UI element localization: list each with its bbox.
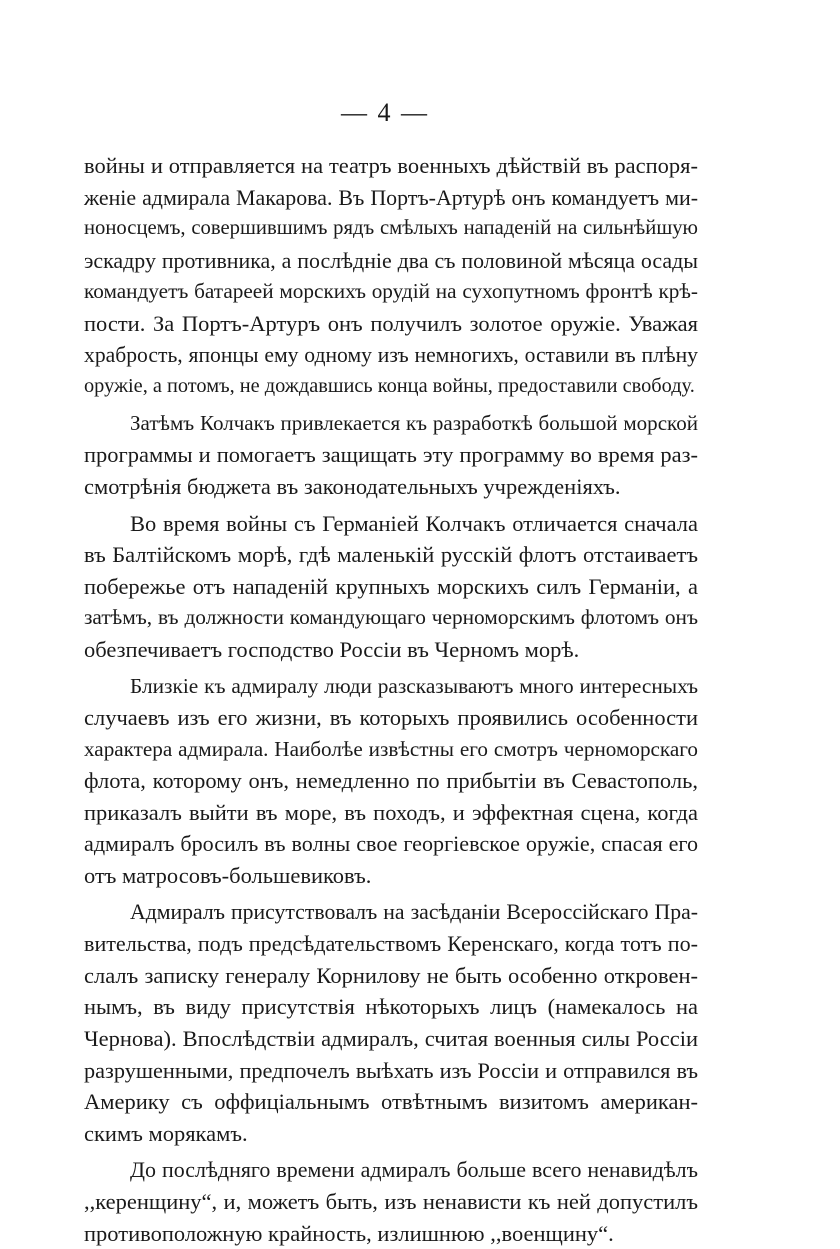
text-line: Адмиралъ присутствовалъ на засѣданіи Всероссійскаго Пра- [130,899,698,924]
text-line: затѣмъ, въ должности командующаго черноморскимъ флотомъ онъ [84,605,698,630]
body-text [84,150,698,1249]
paragraph [84,1154,698,1249]
text-line: побережье отъ нападеній крупныхъ морскихъ силъ Германіи, а [84,573,698,599]
paragraph [84,150,698,403]
text-line: Чернова). Впослѣдствіи адмиралъ, считая военныя силы Россіи [84,1026,698,1052]
text-line: смотрѣнія бюджета въ законодательныхъ учрежденіяхъ. [84,473,621,499]
text-line: Во время войны съ Германіей Колчакъ отличается сначала [130,510,698,536]
paragraph [84,671,698,892]
text-line: войны и отправляется на театръ военныхъ дѣйствій въ распоря- [84,153,698,178]
text-line: Близкіе къ адмиралу люди разсказываютъ много интересныхъ [130,673,698,698]
text-line: характера адмирала. Наиболѣе извѣстны его смотръ черноморскаго [84,736,698,761]
text-line: ,,керенщину“, и, можетъ быть, изъ ненависти къ ней допустилъ [84,1189,698,1214]
text-line: разрушенными, предпочелъ выѣхать изъ Россіи и отправился въ [84,1057,698,1083]
text-line: Америку съ оффиціальнымъ отвѣтнымъ визитомъ американ- [84,1089,698,1115]
text-line: вительства, подъ предсѣдательствомъ Керенскаго, когда тотъ по- [84,931,698,957]
text-line: флота, которому онъ, немедленно по прибытіи въ Севастополь, [84,768,698,794]
text-line: адмиралъ бросилъ въ волны свое георгіевское оружіе, спасая его [84,831,698,857]
text-line: храбрость, японцы ему одному изъ немногихъ, оставили въ плѣну [84,342,698,367]
text-line: нымъ, въ виду присутствія нѣкоторыхъ лицъ (намекалось на [84,994,698,1020]
text-line: эскадру противника, а послѣдніе два съ половиной мѣсяца осады [84,247,698,273]
paragraph [84,408,698,503]
text-line: слалъ записку генералу Корнилову не быть особенно откровен- [84,962,698,988]
text-line: программы и помогаетъ защищать эту программу во время раз- [84,442,698,468]
text-line: случаевъ изъ его жизни, въ которыхъ проявились особенности [84,705,698,731]
paragraph [84,508,698,666]
text-line: противоположную крайность, излишнюю ,,военщину“. [84,1220,614,1246]
text-line: Затѣмъ Колчакъ привлекается къ разработкѣ большой морской [130,410,698,435]
text-line: отъ матросовъ-большевиковъ. [84,863,372,889]
page-number: — 4 — [341,98,429,127]
paragraph [84,897,698,1150]
text-line: скимъ морякамъ. [84,1120,248,1146]
text-line: оружіе, а потомъ, не дождавшись конца войны, предоставили свободу. [84,375,695,398]
text-line: командуетъ батареей морскихъ орудій на сухопутномъ фронтѣ крѣ- [84,279,698,304]
text-line: приказалъ выйти въ море, въ походъ, и эффектная сцена, когда [84,799,698,825]
text-line: въ Балтійскомъ морѣ, гдѣ маленькій русскій флотъ отстаиваетъ [84,542,698,568]
text-line: пости. За Портъ-Артуръ онъ получилъ золотое оружіе. Уважая [84,310,698,336]
text-line: ноносцемъ, совершившимъ рядъ смѣлыхъ нападеній на сильнѣйшую [84,217,698,240]
text-line: До послѣдняго времени адмиралъ больше всего ненавидѣлъ [130,1157,698,1183]
text-line: обезпечиваетъ господство Россіи въ Черномъ морѣ. [84,636,580,662]
text-line: женіе адмирала Макарова. Въ Портъ-Артурѣ онъ командуетъ ми- [84,184,698,210]
